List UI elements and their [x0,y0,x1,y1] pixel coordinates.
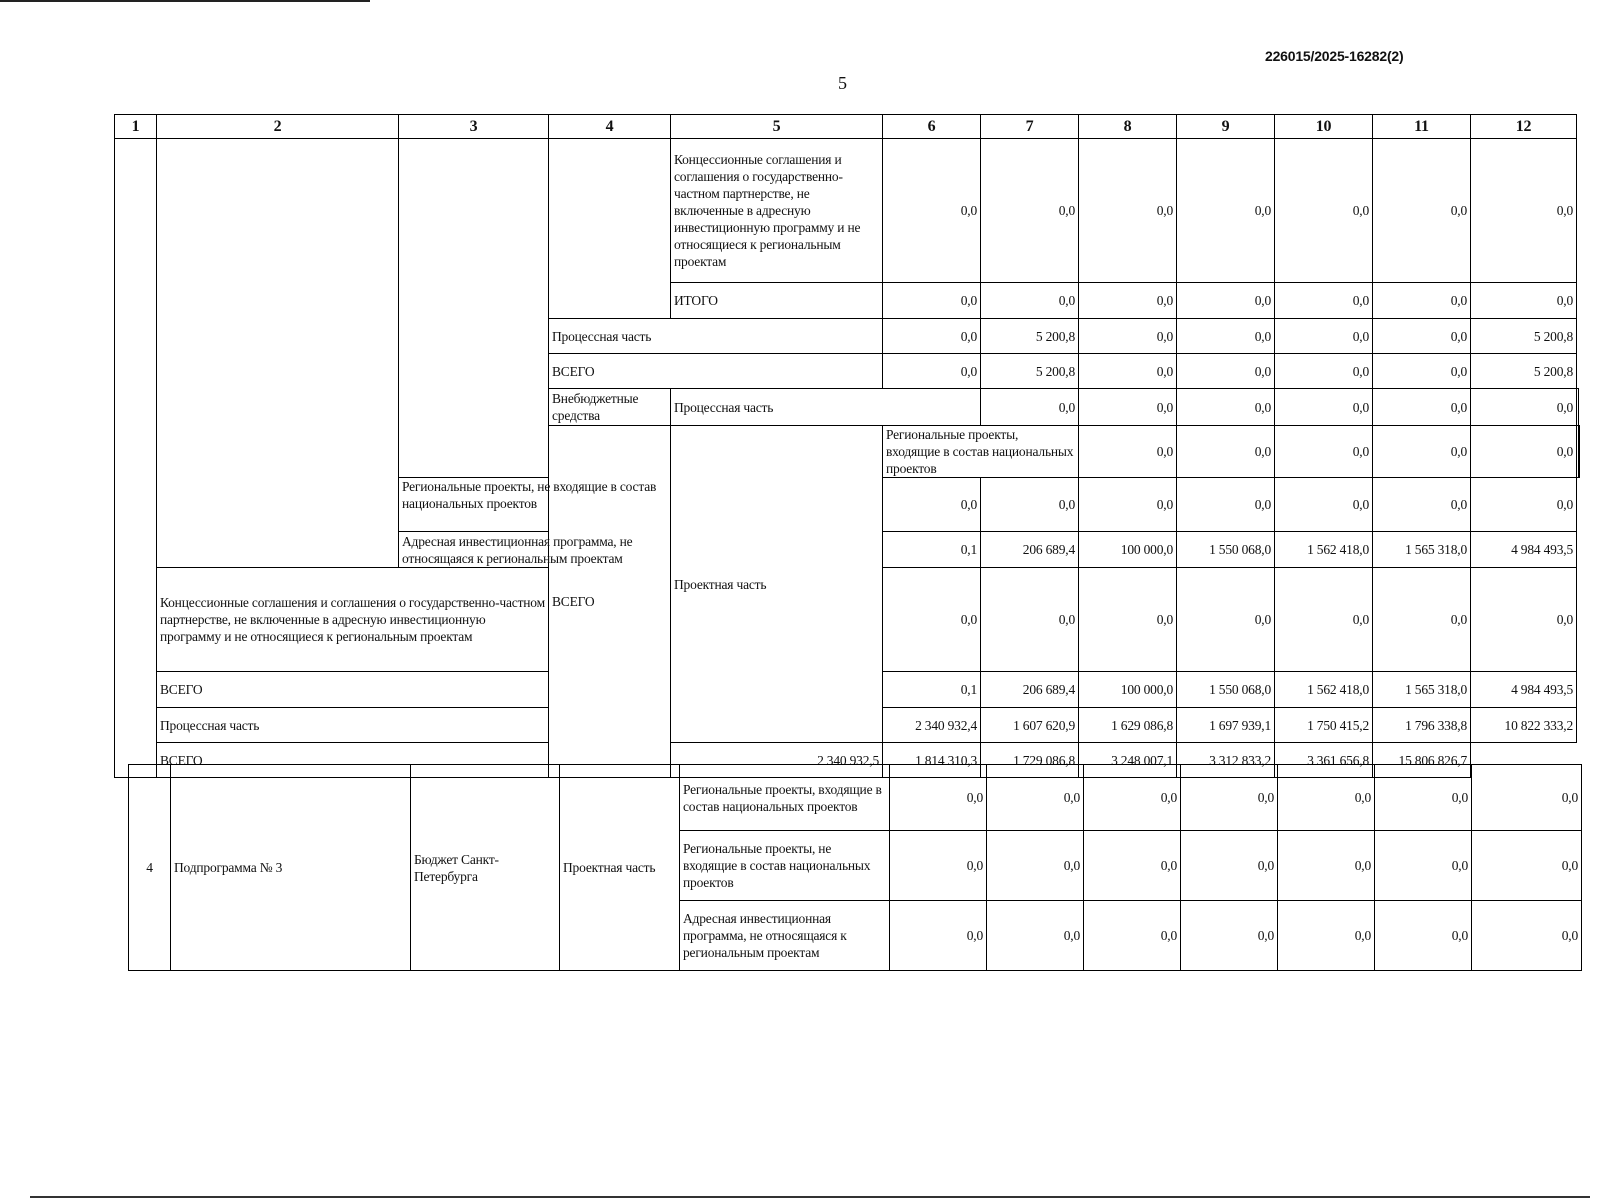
value-cell: 0,0 [1079,426,1177,478]
value-cell: 0,0 [1471,139,1577,283]
table-row [115,139,1580,283]
value-cell: 1 562 418,0 [1275,532,1373,568]
value-cell: 2 340 932,5 [671,743,883,778]
value-cell: 0,0 [1373,354,1471,389]
bottom-rule [30,1196,1590,1198]
value-cell: 0,0 [1079,354,1177,389]
value-cell: 0,0 [1177,283,1275,319]
value-cell: 0,0 [1177,568,1275,672]
value-cell: 0,0 [1177,389,1275,426]
value-cell: 0,0 [1471,389,1577,426]
row-label: Региональные проекты, не входящие в состав национальных проектов [680,831,890,901]
value-cell: 0,0 [1373,389,1471,426]
value-cell: 0,0 [1375,831,1472,901]
value-cell: 1 750 415,2 [1275,708,1373,743]
budget-table [114,114,1580,778]
value-cell: 0,0 [1275,283,1373,319]
header-cell: 9 [1177,115,1275,139]
value-cell: 0,0 [1275,478,1373,532]
value-cell: 0,0 [1375,765,1472,831]
value-cell: 0,0 [981,568,1079,672]
value-cell: 1 796 338,8 [1373,708,1471,743]
value-cell: 5 200,8 [1471,319,1577,354]
value-cell: 0,0 [1084,901,1181,971]
value-cell: 0,0 [883,568,981,672]
row-label: Региональные проекты, входящие в состав национальных проектов [680,765,890,831]
value-cell: 15 806 826,7 [1373,743,1471,778]
value-cell: 3 248 007,1 [1079,743,1177,778]
value-cell: 0,0 [987,831,1084,901]
value-cell: 0,0 [1177,354,1275,389]
subprogram-table [128,764,1582,971]
value-cell: 0,0 [1079,478,1177,532]
header-cell: 10 [1275,115,1373,139]
value-cell: 0,0 [1472,765,1582,831]
document-number: 226015/2025-16282(2) [1265,48,1404,64]
value-cell: 0,0 [1278,831,1375,901]
value-cell: 0,0 [987,765,1084,831]
value-cell: 0,0 [1471,283,1577,319]
value-cell: 0,0 [1373,478,1471,532]
value-cell: 0,0 [1275,426,1373,478]
value-cell: 0,0 [1472,831,1582,901]
value-cell: 0,0 [1177,426,1275,478]
value-cell: 0,0 [1373,426,1471,478]
row-label: Региональные проекты, входящие в состав национальных проектов [883,426,1079,478]
row-label: ВСЕГО [157,672,549,708]
source-label: Внебюджетные средства [549,389,671,426]
header-cell: 6 [883,115,981,139]
value-cell: 0,0 [1084,831,1181,901]
top-rule [0,0,370,2]
value-cell: 3 312 833,2 [1177,743,1275,778]
source-cell [399,139,549,478]
value-cell: 0,0 [883,139,981,283]
row-label: Процессная часть [671,389,981,426]
value-cell: 0,0 [1275,319,1373,354]
value-cell: 0,0 [1079,139,1177,283]
program-cell [157,139,399,568]
value-cell: 1 565 318,0 [1373,532,1471,568]
value-cell: 0,0 [883,478,981,532]
value-cell [1577,389,1579,426]
value-cell: 0,0 [1471,568,1577,672]
value-cell: 5 200,8 [1471,354,1577,389]
row-label: Региональные проекты, не входящие в состав национальных проектов [399,478,671,532]
value-cell: 0,1 [883,672,981,708]
table-row [129,765,1582,831]
value-cell: 1 814 310,3 [883,743,981,778]
header-cell: 5 [671,115,883,139]
row-number-cell: 4 [129,765,171,971]
value-cell: 1 629 086,8 [1079,708,1177,743]
value-cell: 0,0 [883,319,981,354]
value-cell: 100 000,0 [1079,672,1177,708]
part-cell [549,139,671,319]
value-cell: 206 689,4 [981,672,1079,708]
header-cell: 4 [549,115,671,139]
value-cell: 0,0 [1278,765,1375,831]
value-cell: 0,0 [1084,765,1181,831]
value-cell: 10 822 333,2 [1471,708,1577,743]
value-cell: 0,0 [981,139,1079,283]
value-cell: 0,0 [1375,901,1472,971]
value-cell: 0,0 [1275,389,1373,426]
page-number: 5 [838,73,847,93]
value-cell: 1 729 086,8 [981,743,1079,778]
row-label: Концессионные соглашения и соглашения о государственно-частном партнерстве, не включенные в адресную инвестиционную программу и не относящиеся к региональным проектам [157,568,549,672]
value-cell: 0,0 [1373,283,1471,319]
value-cell: 206 689,4 [981,532,1079,568]
header-cell: 7 [981,115,1079,139]
value-cell: 0,0 [981,389,1079,426]
header-row [115,115,1580,139]
value-cell: 0,0 [1373,319,1471,354]
header-cell: 3 [399,115,549,139]
value-cell: 0,0 [1278,901,1375,971]
header-cell: 8 [1079,115,1177,139]
value-cell: 0,0 [1181,765,1278,831]
row-label: Концессионные соглашения и соглашения о государственно-частном партнерстве, не включенные в адресную инвестиционную программу и не относящиеся к региональным проектам [671,139,883,283]
row-label: Адресная инвестиционная программа, не относящаяся к региональным проектам [680,901,890,971]
value-cell: 100 000,0 [1079,532,1177,568]
value-cell: 0,0 [890,765,987,831]
value-cell: 0,0 [1472,901,1582,971]
value-cell: 0,0 [1079,389,1177,426]
part-label: Проектная часть [560,765,680,971]
value-cell: 5 200,8 [981,354,1079,389]
value-cell: 0,0 [1079,568,1177,672]
value-cell: 3 361 656,8 [1275,743,1373,778]
source-label: Проектная часть [671,426,883,743]
value-cell: 2 340 932,4 [883,708,981,743]
value-cell: 1 607 620,9 [981,708,1079,743]
row-label: ВСЕГО [157,743,671,778]
value-cell: 0,0 [1079,319,1177,354]
value-cell: 1 697 939,1 [1177,708,1275,743]
value-cell: 0,0 [1177,139,1275,283]
value-cell: 0,0 [1373,139,1471,283]
value-cell: 0,1 [883,532,981,568]
value-cell: 0,0 [890,831,987,901]
header-cell: 2 [157,115,399,139]
value-cell: 0,0 [981,283,1079,319]
value-cell: 0,0 [890,901,987,971]
row-label: Процессная часть [549,319,883,354]
row-label: Адресная инвестиционная программа, не относящаяся к региональным проектам [399,532,671,568]
value-cell: 0,0 [1471,478,1577,532]
row-number-cell [115,139,157,778]
row-label: ВСЕГО [549,354,883,389]
source-label: Бюджет Санкт-Петербурга [411,765,560,971]
value-cell: 0,0 [987,901,1084,971]
value-cell: 0,0 [1079,283,1177,319]
value-cell: 0,0 [1177,478,1275,532]
value-cell: 0,0 [1373,568,1471,672]
header-cell: 11 [1373,115,1471,139]
value-cell: 0,0 [1275,354,1373,389]
value-cell: 1 550 068,0 [1177,672,1275,708]
value-cell: 5 200,8 [981,319,1079,354]
value-cell: 1 565 318,0 [1373,672,1471,708]
value-cell: 4 984 493,5 [1471,532,1577,568]
value-cell: 1 562 418,0 [1275,672,1373,708]
value-cell: 1 550 068,0 [1177,532,1275,568]
vsego-label: ВСЕГО [549,426,671,778]
row-label: Процессная часть [157,708,671,743]
value-cell: 0,0 [1181,901,1278,971]
value-cell: 4 984 493,5 [1471,672,1577,708]
header-cell: 1 [115,115,157,139]
row-label: ИТОГО [671,283,883,319]
value-cell: 0,0 [1181,831,1278,901]
value-cell [1578,426,1580,478]
value-cell: 0,0 [1275,568,1373,672]
value-cell: 0,0 [981,478,1079,532]
value-cell: 0,0 [1275,139,1373,283]
subprogram-label: Подпрограмма № 3 [171,765,411,971]
header-cell: 12 [1471,115,1577,139]
value-cell: 0,0 [883,354,981,389]
value-cell: 0,0 [883,283,981,319]
value-cell: 0,0 [1177,319,1275,354]
value-cell: 0,0 [1471,426,1577,478]
